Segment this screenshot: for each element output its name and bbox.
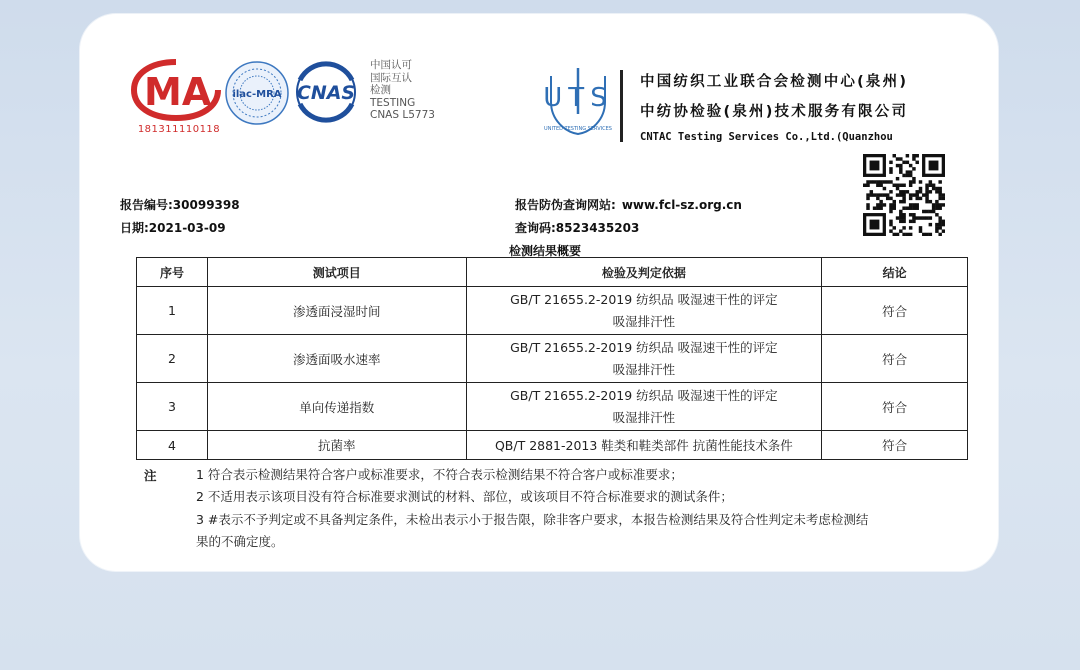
cell-basis xyxy=(466,383,822,431)
organization-name-2: 中纺协检验(泉州)技术服务有限公司 xyxy=(640,104,909,120)
summary-title: 检测结果概要 xyxy=(509,244,582,258)
cell-basis xyxy=(466,287,822,335)
cnas-letters: CNAS xyxy=(296,82,356,104)
note-3-line-2: 果的不确定度。 xyxy=(196,534,284,549)
verification-site-label: 报告防伪查询网站: xyxy=(515,198,616,212)
uts-logo xyxy=(543,62,613,142)
results-table xyxy=(136,257,968,460)
cell-result: 符合 xyxy=(822,335,968,383)
header-divider xyxy=(620,70,623,142)
cnas-caption-line: 检测 xyxy=(370,84,391,96)
table-header-row xyxy=(137,258,968,287)
basis-line-2: 吸湿排汗性 xyxy=(612,313,676,329)
ilac-mra-logo xyxy=(224,60,290,126)
cell-result: 符合 xyxy=(822,431,968,460)
verification-site-url[interactable]: www.fcl-sz.org.cn xyxy=(621,198,742,212)
cell-result: 符合 xyxy=(822,287,968,335)
report-number: 报告编号:30099398 xyxy=(120,198,240,212)
basis-line-1: GB/T 21655.2-2019 纺织品 吸湿速干性的评定 xyxy=(510,291,778,307)
ilac-mra-text: ilac-MRA xyxy=(232,89,282,100)
cnas-logo xyxy=(290,60,362,124)
cell-basis: QB/T 2881-2013 鞋类和鞋类部件 抗菌性能技术条件 xyxy=(466,431,822,460)
uts-ring-text: UNITED TESTING SERVICES xyxy=(544,126,612,132)
note-1: 1 符合表示检测结果符合客户或标准要求，不符合表示检测结果不符合客户或标准要求； xyxy=(196,467,683,482)
basis-line-2: 吸湿排汗性 xyxy=(612,361,676,377)
basis-line-1: GB/T 21655.2-2019 纺织品 吸湿速干性的评定 xyxy=(510,387,778,403)
cma-letters: MA xyxy=(144,70,212,114)
cell-no: 3 xyxy=(137,383,208,431)
cell-no: 2 xyxy=(137,335,208,383)
cell-item: 渗透面浸湿时间 xyxy=(207,287,466,335)
note-3 xyxy=(196,509,868,553)
cell-item: 渗透面吸水速率 xyxy=(207,335,466,383)
cell-no: 1 xyxy=(137,287,208,335)
header-logos xyxy=(130,58,1030,158)
header-basis: 检验及判定依据 xyxy=(466,258,822,287)
cma-number: 181311110118 xyxy=(137,124,221,135)
cnas-caption xyxy=(370,59,450,122)
cell-no: 4 xyxy=(137,431,208,460)
uts-letters: UTS xyxy=(543,83,613,113)
report-date: 日期:2021-03-09 xyxy=(120,221,226,235)
notes-label: 注 xyxy=(144,468,157,483)
header-no: 序号 xyxy=(137,258,208,287)
note-2: 2 不适用表示该项目没有符合标准要求测试的材料、部位，或该项目不符合标准要求的测试条件； xyxy=(196,489,733,504)
cell-item: 单向传递指数 xyxy=(207,383,466,431)
verification-site xyxy=(515,196,742,213)
basis-line-2: 吸湿排汗性 xyxy=(612,409,676,425)
cnas-caption-line: TESTING xyxy=(370,96,416,109)
organization-block xyxy=(640,70,908,143)
cell-result: 符合 xyxy=(822,383,968,431)
header-result: 结论 xyxy=(822,258,968,287)
cnas-caption-line: 国际互认 xyxy=(370,71,412,84)
cnas-caption-line: CNAS L5773 xyxy=(370,109,435,121)
table-row xyxy=(137,383,968,431)
basis-line-1: GB/T 21655.2-2019 纺织品 吸湿速干性的评定 xyxy=(510,339,778,355)
table-row xyxy=(137,431,968,460)
cnas-caption-line: 中国认可 xyxy=(370,59,412,71)
organization-name-en: CNTAC Testing Services Co.,Ltd.(Quanzhou xyxy=(640,131,893,143)
table-row xyxy=(137,335,968,383)
cell-basis xyxy=(466,335,822,383)
qr-code xyxy=(863,154,945,236)
query-code: 查询码:8523435203 xyxy=(515,221,640,235)
organization-name-1: 中国纺织工业联合会检测中心(泉州) xyxy=(640,74,909,90)
table-row xyxy=(137,287,968,335)
header-item: 测试项目 xyxy=(207,258,466,287)
cell-item: 抗菌率 xyxy=(207,431,466,460)
note-3-line-1: 3 #表示不予判定或不具备判定条件，未检出表示小于报告限，除非客户要求，本报告检测结果及符合性判定未考虑检测结 xyxy=(196,512,869,527)
